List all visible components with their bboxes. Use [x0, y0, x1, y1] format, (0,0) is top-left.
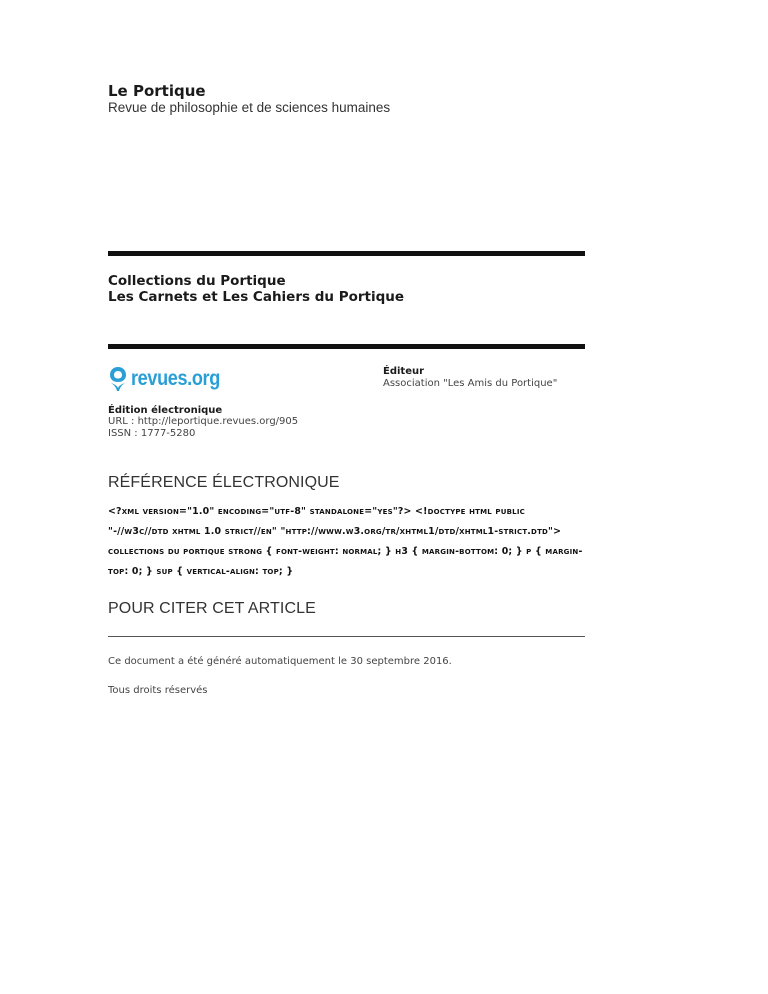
edition-issn: ISSN : 1777-5280: [108, 428, 196, 439]
edition-label: Édition électronique: [108, 405, 223, 416]
middle-divider: [108, 344, 585, 349]
revues-org-logo[interactable]: [108, 364, 234, 394]
reference-text: <?xml version="1.0" encoding="utf-8" standalone="yes"?> <!doctype html public "-//w3c//dtd xhtml 1.0 strict//en" "http://www.w3.org/tr/xhtml1/dtd/xhtml1-strict.dtd"> collections du portique strong { font-weight: normal; } h3 { margin-bottom: 0; } p { margin-top: 0; } sup { vertical-align: top; }: [108, 506, 583, 577]
top-divider: [108, 251, 585, 256]
edition-block: [108, 405, 298, 440]
publisher-label: Éditeur: [383, 366, 425, 377]
document-page: [108, 0, 585, 994]
publisher-name: Association "Les Amis du Portique": [383, 378, 558, 389]
citation-heading: POUR CITER CET ARTICLE: [108, 600, 316, 617]
reference-heading: RÉFÉRENCE ÉLECTRONIQUE: [108, 474, 340, 491]
rights-note: Tous droits réservés: [108, 685, 208, 696]
journal-subtitle: Revue de philosophie et de sciences humaines: [108, 100, 391, 115]
citation-divider: [108, 636, 585, 637]
collection-title: Les Carnets et Les Cahiers du Portique: [108, 289, 405, 305]
generated-note: Ce document a été généré automatiquement le 30 septembre 2016.: [108, 656, 452, 667]
publisher-block: [383, 366, 557, 389]
revues-org-logo-icon: [108, 365, 128, 393]
logo-text: revues.org: [131, 367, 220, 390]
journal-title: Le Portique: [108, 82, 206, 100]
collection-name: Collections du Portique: [108, 273, 286, 289]
edition-url[interactable]: URL : http://leportique.revues.org/905: [108, 416, 299, 427]
